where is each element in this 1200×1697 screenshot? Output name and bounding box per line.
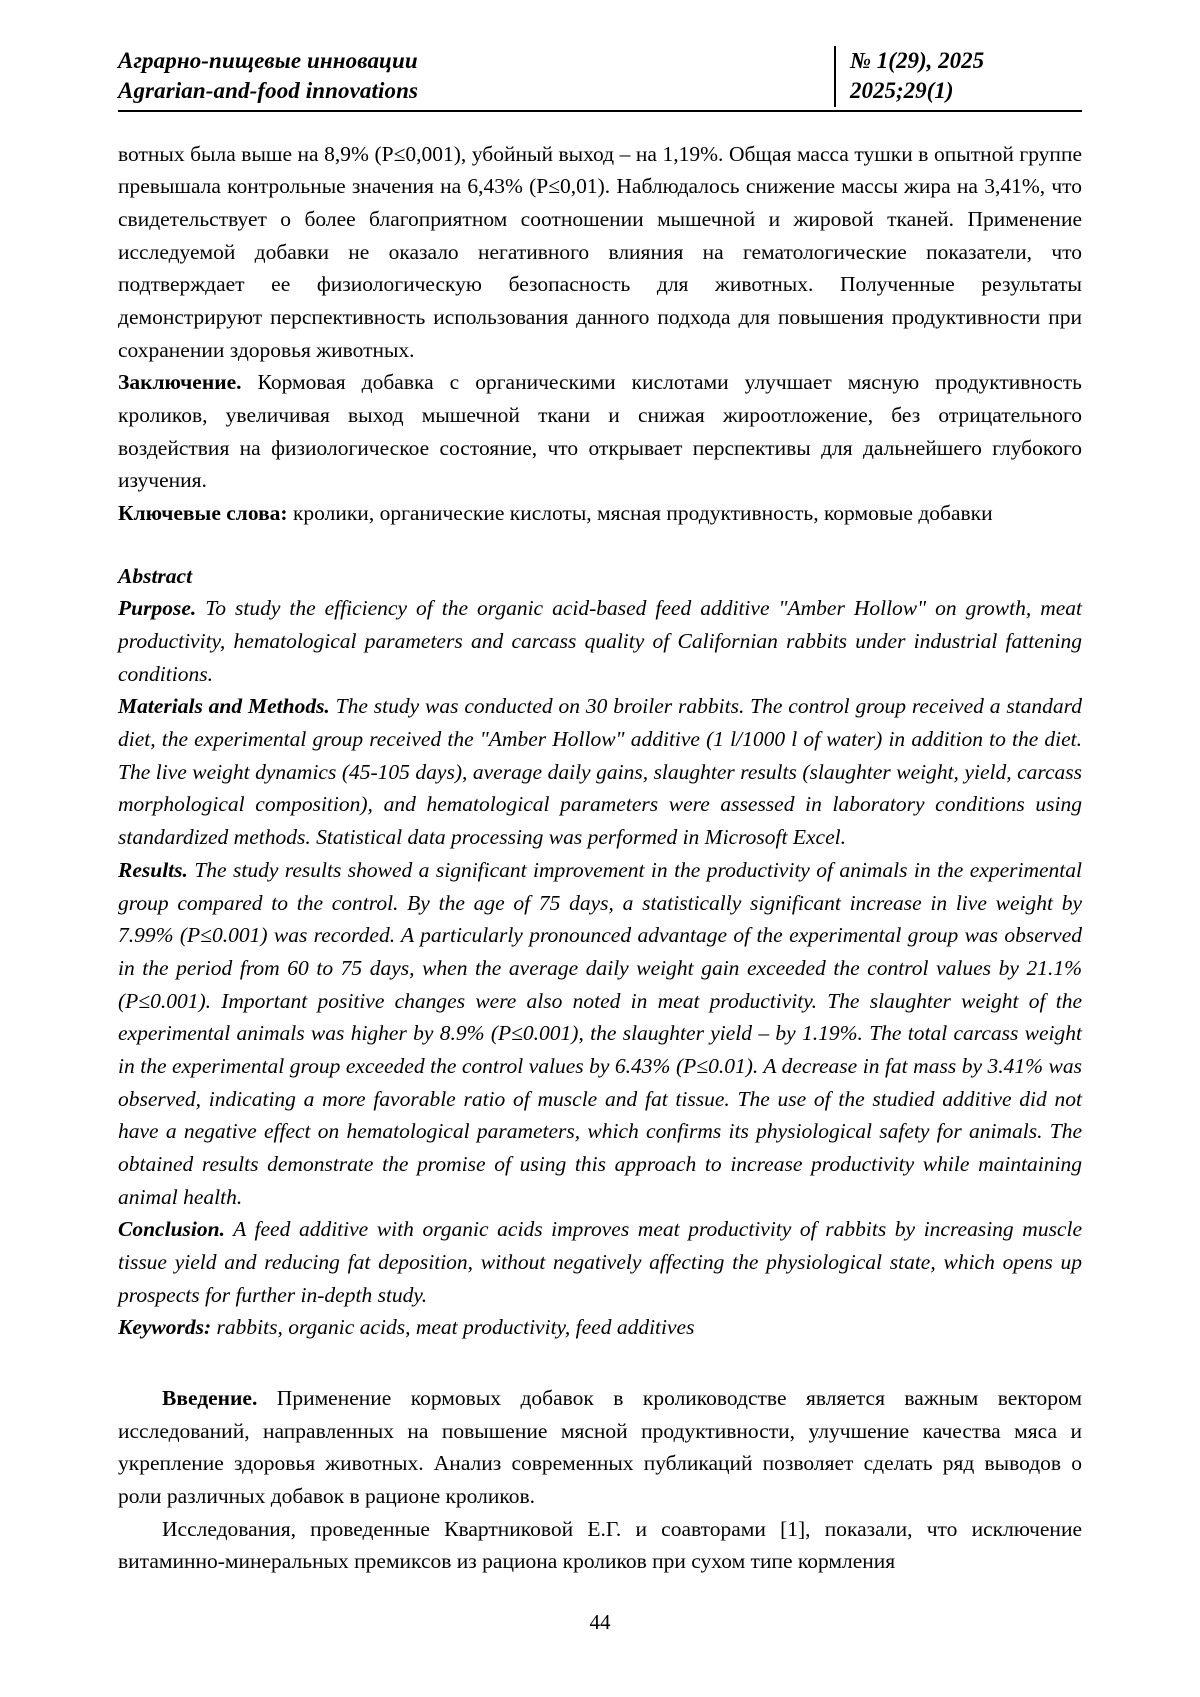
purpose-text: To study the efficiency of the organic acid-based feed additive "Amber Hollow" on growth, meat productivity, hematological parameters and carcass quality of Californian rabbits under industrial fattening conditions.: [118, 596, 1082, 686]
journal-title-ru: Аграрно-пищевые инновации: [118, 48, 418, 73]
issue-number: № 1(29), 2025: [850, 48, 985, 73]
keywords-text-en: rabbits, organic acids, meat productivity, feed additives: [211, 1315, 695, 1340]
conclusion-text-en: A feed additive with organic acids improves meat productivity of rabbits by increasing muscle tissue yield and reducing fat deposition, without negatively affecting the physiological state, which opens up prospects for further in-depth study.: [118, 1217, 1082, 1307]
paragraph-results: [118, 854, 1082, 1213]
purpose-label: Purpose.: [118, 596, 197, 621]
conclusion-label-ru: Заключение.: [118, 370, 242, 395]
methods-label: Materials and Methods.: [118, 694, 330, 719]
paragraph-introduction-1: [118, 1382, 1082, 1513]
page-header: [118, 46, 1082, 112]
results-label: Results.: [118, 857, 188, 882]
conclusion-text-ru: Кормовая добавка с органическими кислотами улучшает мясную продуктивность кроликов, увеличивая выход мышечной ткани и снижая жироотложение, без отрицательного воздействия на физиологическое состояние, что открывает перспективы для дальнейшего глубокого изучения.: [118, 370, 1082, 493]
page-number: 44: [589, 1610, 611, 1634]
abstract-heading: Abstract: [118, 563, 193, 588]
keywords-label-en: Keywords:: [118, 1315, 212, 1340]
methods-text: The study was conducted on 30 broiler rabbits. The control group received a standard diet, the experimental group received the "Amber Hollow" additive (1 l/1000 l of water) in addition to the diet. The live weight dynamics (45-105 days), average daily gains, slaughter results (slaughter weight, yield, carcass morphological composition), and hematological parameters were assessed in laboratory conditions using standardized methods. Statistical data processing was performed in Microsoft Excel.: [118, 694, 1082, 850]
results-text: The study results showed a significant improvement in the productivity of animals in the experimental group compared to the control. By the age of 75 days, a statistically significant increase in live weight by 7.99% (P≤0.001) was recorded. A particularly pronounced advantage of the experimental group was observed in the period from 60 to 75 days, when the average daily weight gain exceeded the control values by 21.1% (P≤0.001). Important positive changes were also noted in meat productivity. The slaughter weight of the experimental animals was higher by 8.9% (P≤0.001), the slaughter yield – by 1.19%. The total carcass weight in the experimental group exceeded the control values by 6.43% (P≤0.01). A decrease in fat mass by 3.41% was observed, indicating a more favorable ratio of muscle and fat tissue. The use of the studied additive did not have a negative effect on hematological parameters, which confirms its physiological safety for animals. The obtained results demonstrate the promise of using this approach to increase productivity while maintaining animal health.: [118, 857, 1082, 1209]
journal-title-block: [118, 46, 418, 107]
issue-block: [834, 46, 1082, 107]
paragraph-introduction-2: Исследования, проведенные Квартниковой Е.Г. и соавторами [1], показали, что исключение витаминно-минеральных премиксов из рациона кроликов при сухом типе кормления: [118, 1516, 1082, 1574]
journal-title-en: Agrarian-and-food innovations: [118, 78, 419, 104]
paragraph-materials-methods: [118, 690, 1082, 853]
paragraph-conclusion-en: [118, 1213, 1082, 1311]
paragraph-keywords-ru: [118, 497, 1082, 530]
page-content: [118, 138, 1082, 1578]
keywords-text-ru: кролики, органические кислоты, мясная продуктивность, кормовые добавки: [287, 501, 993, 526]
paragraph-purpose: [118, 592, 1082, 690]
spacer-before-introduction: [118, 1344, 1082, 1382]
introduction-text-1: Применение кормовых добавок в кролиководстве является важным вектором исследований, направленных на повышение мясной продуктивности, улучшение качества мяса и укрепление здоровья животных. Анализ современных публикаций позволяет сделать ряд выводов о роли различных добавок в рационе кроликов.: [118, 1385, 1082, 1508]
spacer-before-abstract: [118, 530, 1082, 560]
conclusion-label-en: Conclusion.: [118, 1217, 225, 1242]
paragraph-keywords-en: [118, 1311, 1082, 1344]
paragraph-continued: вотных была выше на 8,9% (P≤0,001), убойный выход – на 1,19%. Общая масса тушки в опытной группе превышала контрольные значения на 6,43% (P≤0,01). Наблюдалось снижение массы жира на 3,41%, что свидетельствует о более благоприятном соотношении мышечной и жировой тканей. Применение исследуемой добавки не оказало негативного влияния на гематологические показатели, что подтверждает ее физиологическую безопасность для животных. Полученные результаты демонстрируют перспективность использования данного подхода для повышения продуктивности при сохранении здоровья животных.: [118, 141, 1082, 362]
paragraph-conclusion-ru: [118, 366, 1082, 497]
keywords-label-ru: Ключевые слова:: [118, 501, 288, 526]
issue-citation: 2025;29(1): [850, 78, 954, 104]
introduction-label: Введение.: [162, 1385, 258, 1410]
